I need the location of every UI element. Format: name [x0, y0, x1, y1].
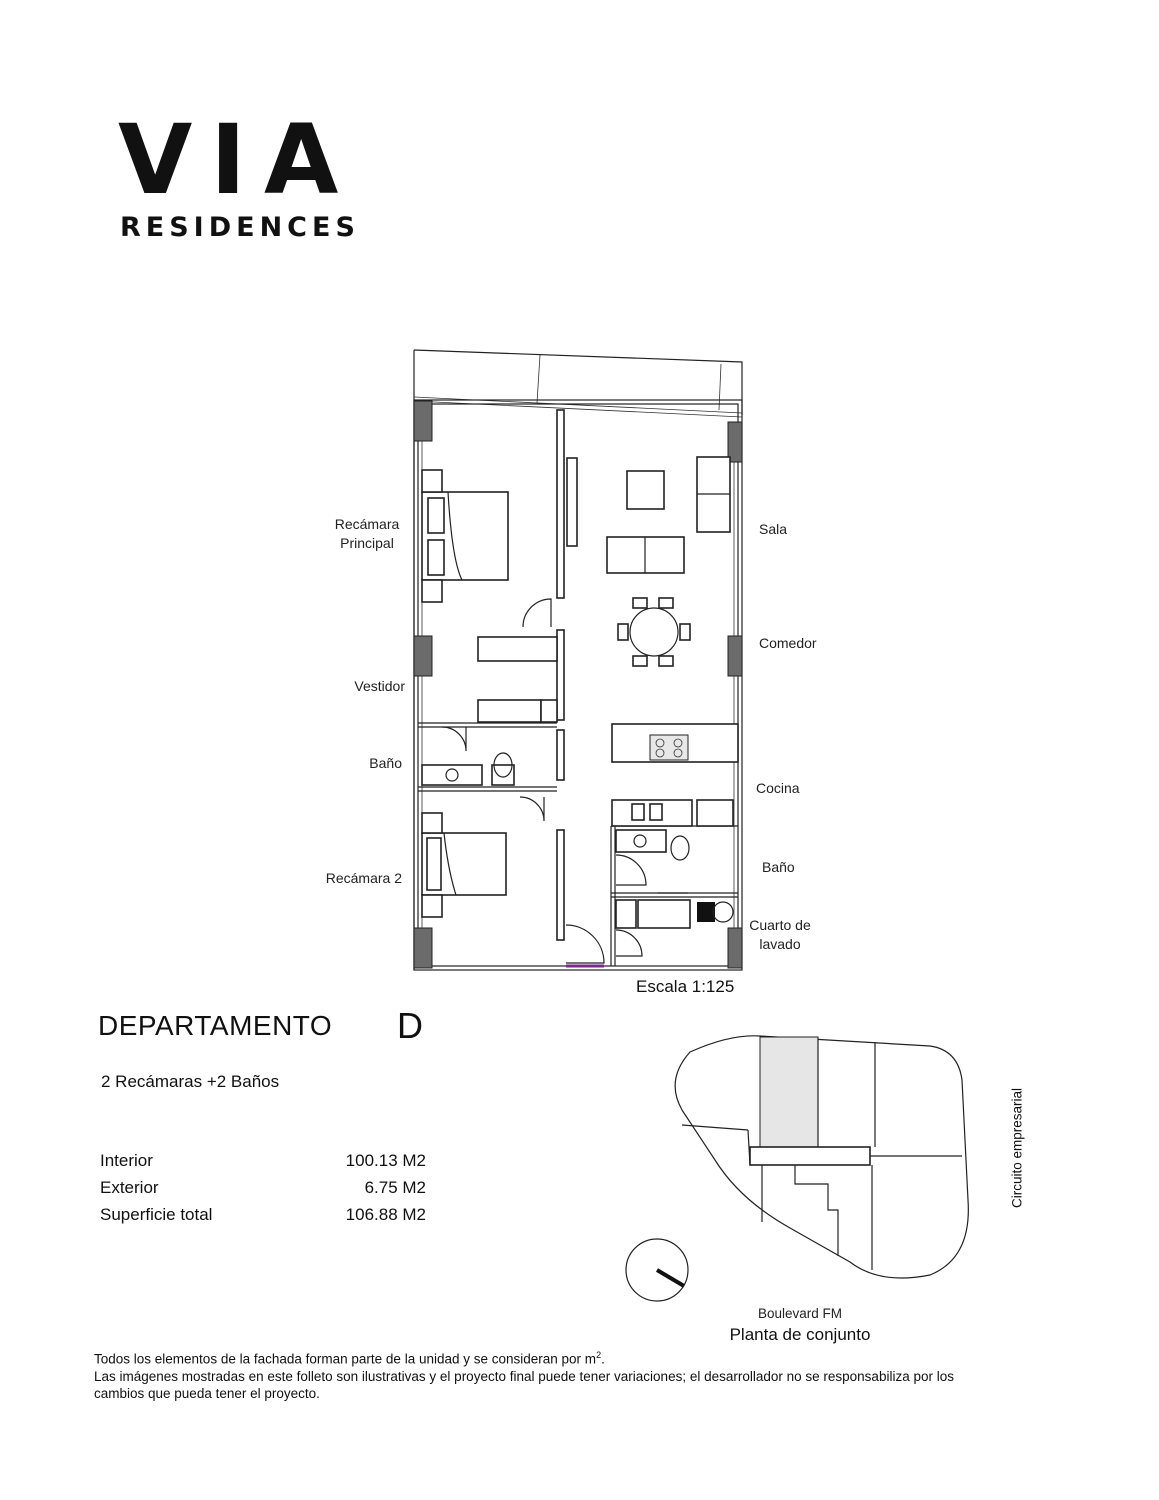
room-label-comedor: Comedor	[759, 635, 817, 651]
room-label-bano-2: Baño	[762, 859, 795, 875]
disclaimer-line-1-text: Todos los elementos de la fachada forman parte de la unidad y se consideran por m	[94, 1351, 597, 1367]
unit-letter: D	[397, 1005, 423, 1046]
area-row	[100, 1151, 426, 1178]
brand-logo-subtitle: RESIDENCES	[120, 212, 360, 243]
disclaimer-line-3: cambios que pueda tener el proyecto.	[94, 1385, 320, 1401]
area-row	[100, 1178, 426, 1205]
room-label-recamara-principal: Recámara Principal	[334, 516, 400, 551]
site-plan	[610, 1030, 980, 1310]
bathroom-2-fixtures	[616, 830, 689, 893]
entry-door	[566, 925, 604, 966]
living-furniture	[567, 457, 730, 666]
disclaimer-line-1	[94, 1347, 1084, 1368]
room-label-bano-1: Baño	[369, 755, 402, 771]
disclaimer-line-2: Las imágenes mostradas en este folleto son ilustrativas y el proyecto final puede tener variaciones; el desarrollador no se responsabiliza por los	[94, 1368, 954, 1384]
room-label-cocina: Cocina	[756, 780, 800, 796]
street-label-boulevard: Boulevard FM	[757, 1306, 843, 1321]
disclaimer	[94, 1347, 1084, 1402]
unit-title: DEPARTAMENTO	[98, 1010, 333, 1041]
room-label-recamara-2: Recámara 2	[325, 870, 402, 886]
area-label: Superficie total	[100, 1205, 213, 1224]
area-label: Exterior	[100, 1178, 159, 1197]
area-value: 100.13 M2	[345, 1151, 426, 1170]
unit-summary: 2 Recámaras +2 Baños	[101, 1072, 280, 1091]
kitchen-fixtures	[612, 724, 738, 826]
area-table	[100, 1151, 426, 1232]
area-label: Interior	[100, 1151, 153, 1170]
disclaimer-line-1-end: .	[601, 1351, 605, 1367]
room-label-vestidor: Vestidor	[354, 678, 405, 694]
area-row	[100, 1205, 426, 1232]
site-plan-title: Planta de conjunto	[729, 1325, 871, 1344]
area-value: 6.75 M2	[364, 1178, 426, 1197]
master-bed	[422, 470, 508, 602]
street-label-circuito: Circuito empresarial	[1009, 1087, 1025, 1209]
plan-scale: Escala 1:125	[636, 977, 735, 996]
laundry-fixtures	[616, 900, 733, 956]
room-label-sala: Sala	[759, 521, 788, 537]
disclaimer-superscript: 2	[596, 1350, 602, 1360]
brand-logo-main: VIA	[118, 104, 357, 216]
floor-plan	[400, 340, 760, 980]
room-label-cuarto-lavado: Cuarto de lavado	[749, 917, 811, 952]
area-value: 106.88 M2	[345, 1205, 426, 1224]
second-bed	[422, 813, 506, 917]
